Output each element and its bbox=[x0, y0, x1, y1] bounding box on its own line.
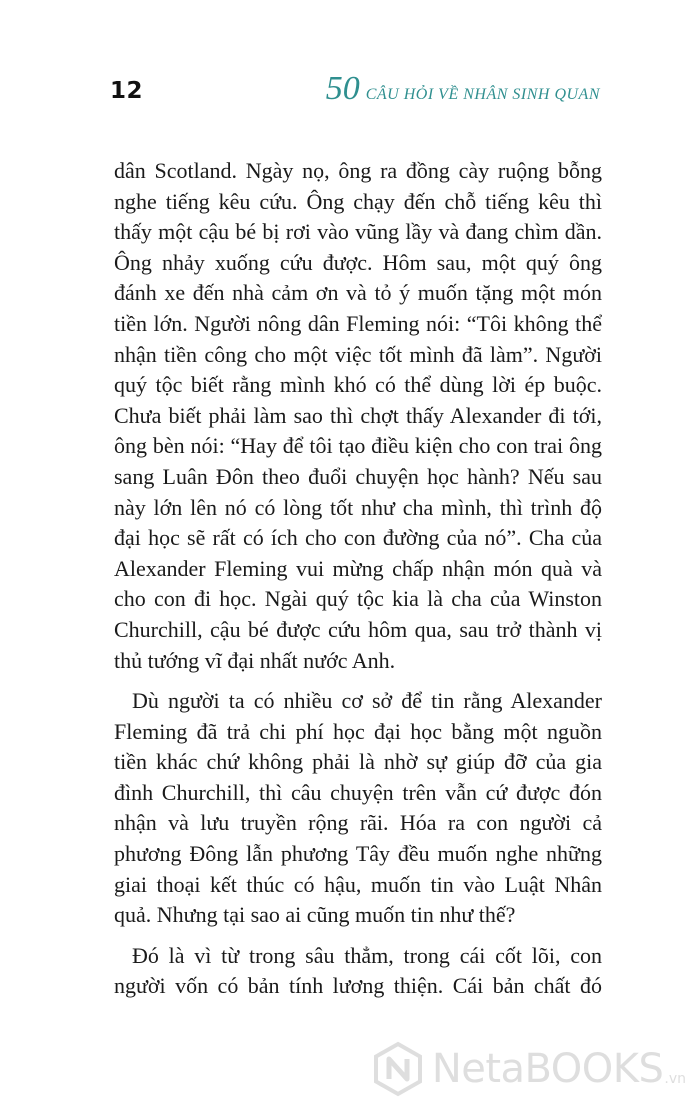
text-line: đánh xe đến nhà cảm ơn và tỏ ý muốn tặng một món bbox=[114, 280, 602, 306]
paragraph-3 bbox=[114, 941, 602, 1002]
text-line: sang Luân Đôn theo đuổi chuyện học hành? Nếu sau bbox=[114, 463, 602, 489]
body-text bbox=[114, 156, 602, 1012]
paragraph-1 bbox=[114, 156, 602, 676]
text-line: nhận và lưu truyền rộng rãi. Hóa ra con người cả bbox=[114, 810, 602, 836]
n-hexagon-logo-icon bbox=[370, 1041, 426, 1097]
text-line: quý tộc biết rằng mình khó có thể dùng lời ép buộc. bbox=[114, 372, 602, 398]
text-line: Fleming đã trả chi phí học đại học bằng một nguồn bbox=[114, 718, 602, 744]
text-line: nhận tiền công cho một việc tốt mình đã làm”. Người bbox=[114, 341, 602, 367]
text-line: giai thoại kết thúc có hậu, muốn tin vào Luật Nhân bbox=[114, 871, 602, 897]
text-line: tiền lớn. Người nông dân Fleming nói: “Tôi không thể bbox=[114, 310, 602, 336]
text-line: Ông nhảy xuống cứu được. Hôm sau, một quý ông bbox=[114, 249, 602, 275]
text-line: thấy một cậu bé bị rơi vào vũng lầy và đang chìm dần. bbox=[114, 219, 602, 245]
text-line: cho con đi học. Ngài quý tộc kia là cha của Winston bbox=[114, 586, 602, 612]
text-line: nghe tiếng kêu cứu. Ông chạy đến chỗ tiếng kêu thì bbox=[114, 188, 602, 214]
page-number: 12 bbox=[110, 78, 144, 104]
watermark-brand: NetaBOOKS bbox=[431, 1046, 664, 1092]
text-line: ông bèn nói: “Hay để tôi tạo điều kiện cho con trai ông bbox=[114, 433, 602, 459]
text-line: đình Churchill, thì câu chuyện trên vẫn cứ được đón bbox=[114, 779, 602, 805]
text-line: người vốn có bản tính lương thiện. Cái bản chất đó bbox=[114, 973, 602, 999]
text-line: Alexander Fleming vui mừng chấp nhận món quà và bbox=[114, 555, 602, 581]
text-line: Chưa biết phải làm sao thì chợt thấy Alexander đi tới, bbox=[114, 402, 602, 428]
text-line: Đó là vì từ trong sâu thẳm, trong cái cốt lõi, con bbox=[132, 942, 602, 968]
running-header bbox=[326, 70, 600, 108]
text-line: phương Đông lẫn phương Tây đều muốn nghe những bbox=[114, 841, 602, 867]
text-line: này lớn lên nó có lòng tốt như cha mình, thì trình độ bbox=[114, 494, 602, 520]
text-line: Dù người ta có nhiều cơ sở để tin rằng Alexander bbox=[132, 688, 602, 714]
text-line: tiền khác chứ không phải là nhờ sự giúp đỡ của gia bbox=[114, 749, 602, 775]
text-line: quả. Nhưng tại sao ai cũng muốn tin như thế? bbox=[114, 902, 516, 928]
paragraph-2 bbox=[114, 686, 602, 931]
book-number: 50 bbox=[325, 70, 360, 107]
text-line: dân Scotland. Ngày nọ, ông ra đồng cày ruộng bỗng bbox=[114, 158, 602, 183]
watermark-suffix: .vn bbox=[664, 1071, 686, 1087]
book-title: CÂU HỎI VỀ NHÂN SINH QUAN bbox=[365, 86, 600, 103]
text-line: Churchill, cậu bé được cứu hôm qua, sau trở thành vị bbox=[114, 616, 602, 642]
text-line: đại học sẽ rất có ích cho con đường của nó”. Cha của bbox=[114, 525, 602, 551]
watermark bbox=[370, 1041, 686, 1097]
text-line: thủ tướng vĩ đại nhất nước Anh. bbox=[114, 647, 396, 673]
